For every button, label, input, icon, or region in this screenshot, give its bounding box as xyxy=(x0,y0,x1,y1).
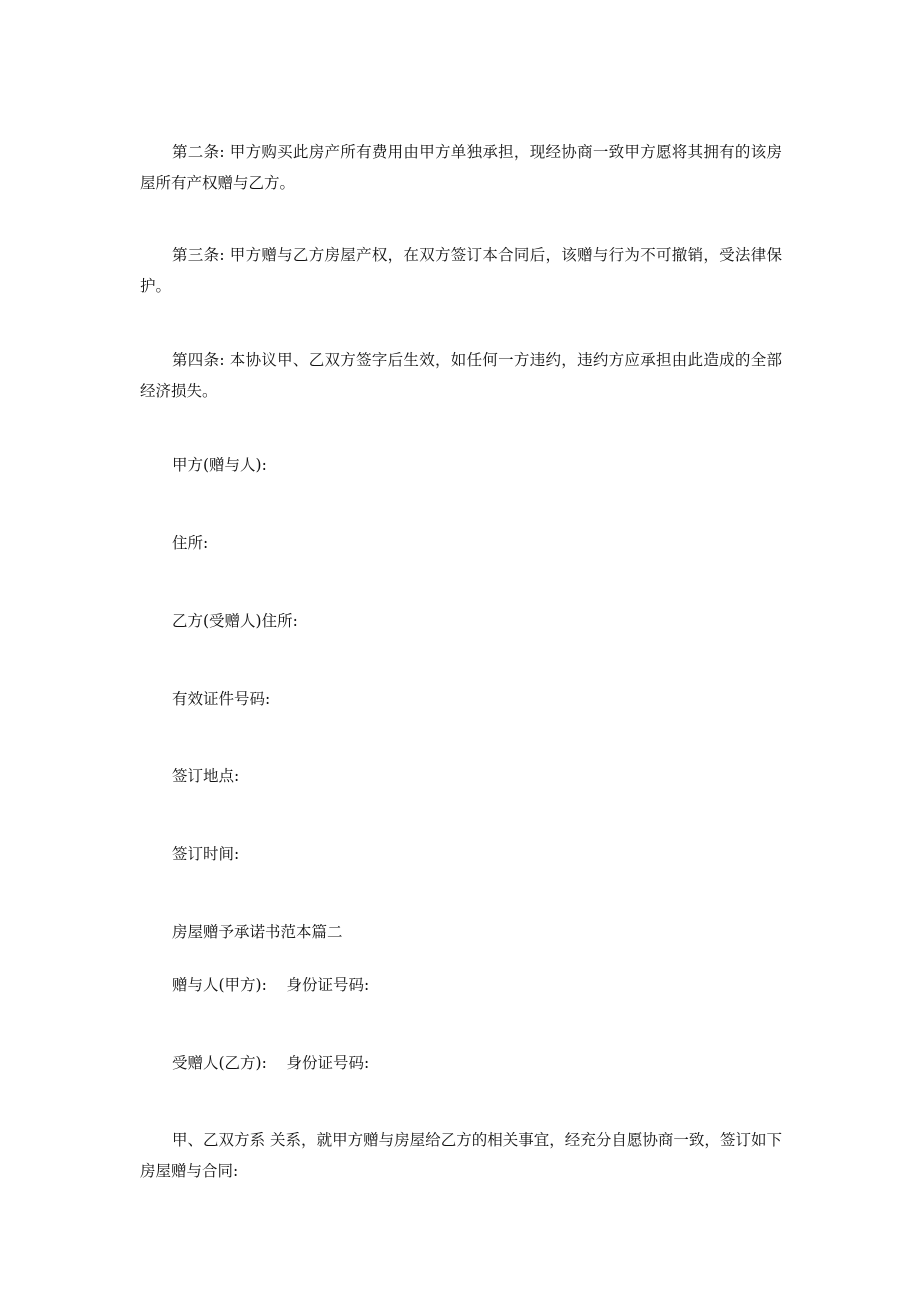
party-b-recipient-residence-field: 乙方(受赠人)住所: xyxy=(172,612,298,630)
article-2-paragraph: 第二条: 甲方购买此房产所有费用由甲方单独承担，现经协商一致甲方愿将其拥有的该房屋所有产权赠与乙方。 xyxy=(140,143,782,192)
article-3-paragraph: 第三条: 甲方赠与乙方房屋产权，在双方签订本合同后，该赠与行为不可撤销，受法律保护。 xyxy=(140,246,782,295)
signing-time-field: 签订时间: xyxy=(172,845,240,863)
recipient-party-b-line: 受赠人(乙方): 身份证号码: xyxy=(172,1054,370,1072)
signing-place-field: 签订地点: xyxy=(172,767,240,785)
article-4-paragraph: 第四条: 本协议甲、乙双方签字后生效，如任何一方违约，违约方应承担由此造成的全部经济损失。 xyxy=(140,351,782,400)
party-a-donor-field: 甲方(赠与人): xyxy=(172,456,267,474)
intro-paragraph: 甲、乙双方系 关系，就甲方赠与房屋给乙方的相关事宜，经充分自愿协商一致，签订如下房屋赠与合同: xyxy=(140,1131,782,1180)
residence-field: 住所: xyxy=(172,534,209,552)
section-title: 房屋赠予承诺书范本篇二 xyxy=(172,923,343,941)
valid-id-number-field: 有效证件号码: xyxy=(172,690,271,708)
donor-party-a-line: 赠与人(甲方): 身份证号码: xyxy=(172,976,370,994)
